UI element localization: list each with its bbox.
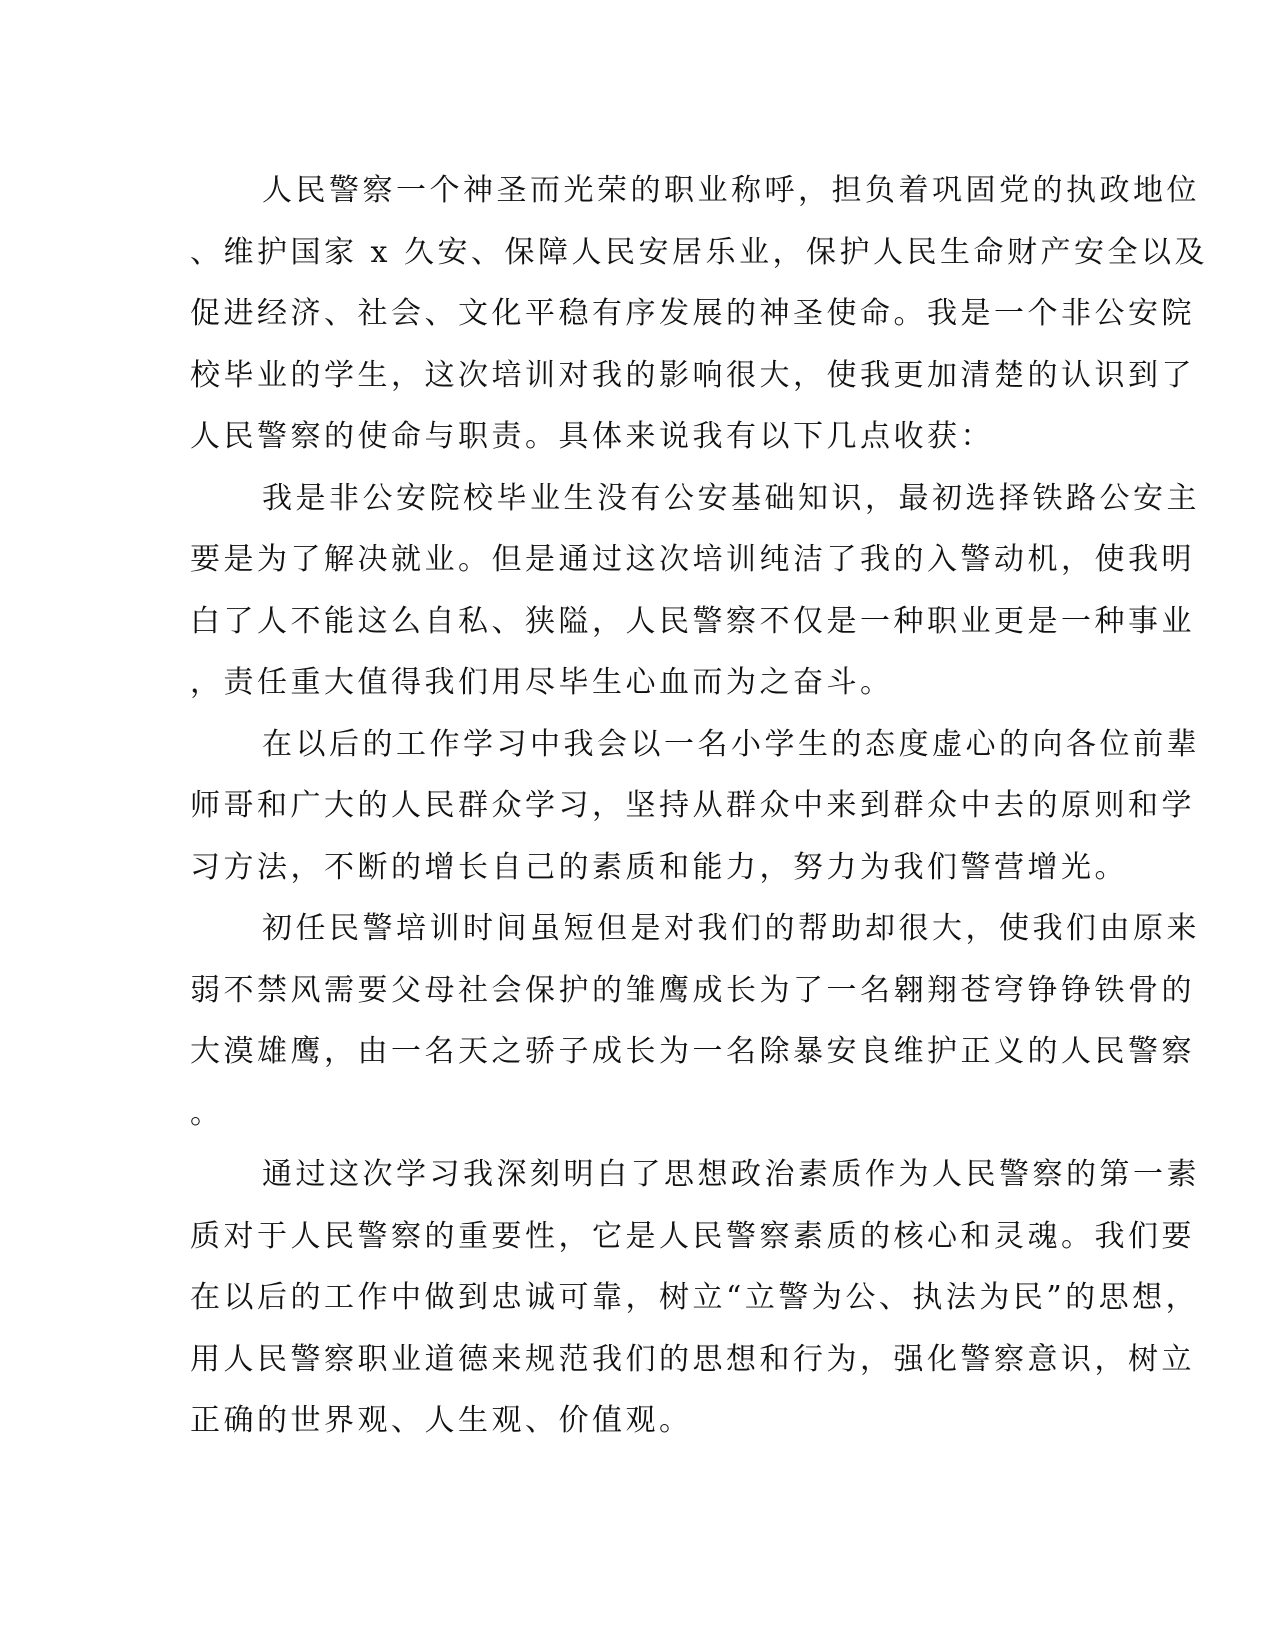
text-line: 促进经济、社会、文化平稳有序发展的神圣使命。我是一个非公安院 (190, 296, 1195, 331)
document-body (190, 160, 1208, 1452)
text-line: 正确的世界观、人生观、价值观。 (190, 1403, 693, 1438)
text-line: ，责任重大值得我们用尽毕生心血而为之奋斗。 (190, 665, 894, 700)
text-line: 质对于人民警察的重要性，它是人民警察素质的核心和灵魂。我们要 (190, 1218, 1195, 1254)
text-line: 要是为了解决就业。但是通过这次培训纯洁了我的入警动机，使我明 (190, 542, 1195, 577)
text-line: 大漠雄鹰，由一名天之骄子成长为一名除暴安良维护正义的人民警察 (190, 1034, 1195, 1069)
text-line: 校毕业的学生，这次培训对我的影响很大，使我更加清楚的认识到了 (190, 357, 1195, 393)
text-line: 通过这次学习我深刻明白了思想政治素质作为人民警察的第一素 (262, 1157, 1200, 1192)
paragraph-5 (190, 1144, 1200, 1452)
paragraph-3 (190, 714, 1200, 899)
paragraph-2 (190, 468, 1200, 714)
text-line: 初任民警培训时间虽短但是对我们的帮助却很大，使我们由原来 (262, 911, 1200, 946)
text-line: 。 (190, 1095, 224, 1131)
text-line: 习方法，不断的增长自己的素质和能力，努力为我们警营增光。 (190, 849, 1128, 885)
text-line: 、维护国家 x 久安、保障人民安居乐业，保护人民生命财产安全以及 (190, 234, 1208, 270)
text-line: 人民警察的使命与职责。具体来说我有以下几点收获： (190, 419, 994, 454)
text-line: 在以后的工作学习中我会以一名小学生的态度虚心的向各位前辈 (262, 726, 1200, 762)
text-line: 我是非公安院校毕业生没有公安基础知识，最初选择铁路公安主 (262, 480, 1200, 516)
text-line: 师哥和广大的人民群众学习，坚持从群众中来到群众中去的原则和学 (190, 788, 1195, 823)
text-line: 人民警察一个神圣而光荣的职业称呼，担负着巩固党的执政地位 (262, 173, 1200, 208)
paragraph-1 (190, 160, 1208, 468)
text-line: 白了人不能这么自私、狭隘，人民警察不仅是一种职业更是一种事业 (190, 603, 1195, 639)
text-line: 在以后的工作中做到忠诚可靠，树立“立警为公、执法为民”的思想， (190, 1280, 1200, 1315)
text-line: 用人民警察职业道德来规范我们的思想和行为，强化警察意识，树立 (190, 1341, 1195, 1377)
text-line: 弱不禁风需要父母社会保护的雏鹰成长为了一名翱翔苍穹铮铮铁骨的 (190, 972, 1195, 1008)
paragraph-4 (190, 898, 1200, 1144)
